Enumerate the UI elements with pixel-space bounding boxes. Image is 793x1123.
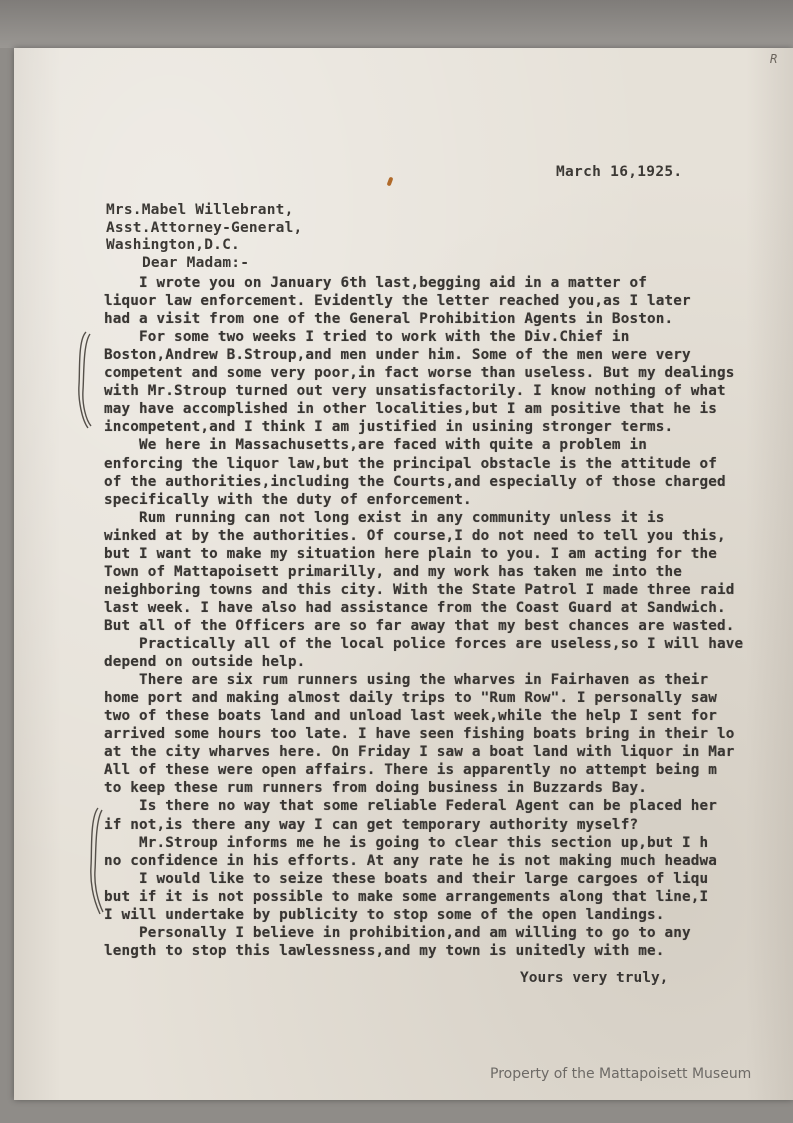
letter-line: no confidence in his efforts. At any rate he is not making much headwa (104, 852, 718, 869)
letter-line: of the authorities,including the Courts,and especially of those charged (104, 473, 726, 490)
letter-line: There are six rum runners using the wharves in Fairhaven as their (104, 672, 709, 689)
letter-line: last week. I have also had assistance from the Coast Guard at Sandwich. (104, 599, 726, 616)
letter-line: had a visit from one of the General Prohibition Agents in Boston. (104, 311, 674, 328)
letter-line: For some two weeks I tried to work with the Div.Chief in (104, 329, 630, 346)
corner-mark: R (770, 52, 778, 66)
margin-bracket-1 (74, 330, 94, 430)
letter-line: Personally I believe in prohibition,and am willing to go to any (104, 924, 691, 941)
closing: Yours very truly, (520, 970, 669, 986)
recipient-title: Asst.Attorney-General, (106, 220, 303, 236)
letter-line: Practically all of the local police forces are useless,so I will have (104, 636, 744, 652)
letter-line: may have accomplished in other localities,but I am positive that he is (104, 401, 718, 418)
letter-line: with Mr.Stroup turned out very unsatisfactorily. I know nothing of what (104, 383, 726, 400)
letter-line: enforcing the liquor law,but the principal obstacle is the attitude of (104, 455, 718, 472)
letter-line: incompetent,and I think I am justified in usining stronger terms. (104, 419, 674, 436)
letter-date: March 16,1925. (556, 164, 683, 180)
recipient-city: Washington,D.C. (106, 237, 240, 253)
letter-line: but if it is not possible to make some arrangements along that line,I (104, 888, 709, 905)
letter-line: arrived some hours too late. I have seen fishing boats bring in their lo (104, 726, 735, 743)
letter-line: length to stop this lawlessness,and my town is unitedly with me. (104, 942, 665, 959)
letter-line: if not,is there any way I can get temporary authority myself? (104, 816, 639, 833)
letter-line: winked at by the authorities. Of course,I do not need to tell you this, (104, 527, 726, 544)
letter-line: All of these were open affairs. There is apparently no attempt being m (104, 762, 718, 779)
scan-top-band (0, 0, 793, 48)
letter-line: I would like to seize these boats and their large cargoes of liqu (104, 870, 709, 887)
letter-line: We here in Massachusetts,are faced with quite a problem in (104, 437, 647, 454)
letter-line: but I want to make my situation here plain to you. I am acting for the (104, 545, 718, 562)
letter-line: home port and making almost daily trips to "Rum Row". I personally saw (104, 690, 718, 707)
letter-line: I will undertake by publicity to stop some of the open landings. (104, 906, 665, 923)
letter-line: specifically with the duty of enforcement. (104, 491, 472, 508)
letter-line: Town of Mattapoisett primarilly, and my work has taken me into the (104, 563, 682, 580)
letter-line: Boston,Andrew B.Stroup,and men under him. Some of the men were very (104, 347, 691, 364)
letter-line: competent and some very poor,in fact worse than useless. But my dealings (104, 365, 735, 382)
letter-line: I wrote you on January 6th last,begging aid in a matter of (104, 275, 647, 291)
museum-watermark: Property of the Mattapoisett Museum (490, 1066, 752, 1082)
letter-line: neighboring towns and this city. With the State Patrol I made three raid (104, 581, 735, 598)
letter-line: depend on outside help. (104, 654, 306, 671)
letter-line: But all of the Officers are so far away that my best chances are wasted. (104, 617, 735, 634)
letter-line: Rum running can not long exist in any community unless it is (104, 509, 665, 526)
recipient-name: Mrs.Mabel Willebrant, (106, 202, 294, 218)
letter-line: two of these boats land and unload last week,while the help I sent for (104, 708, 718, 725)
margin-bracket-2 (86, 806, 106, 916)
letter-line: liquor law enforcement. Evidently the letter reached you,as I later (104, 293, 691, 310)
letter-line: Mr.Stroup informs me he is going to clear this section up,but I h (104, 834, 709, 851)
salutation: Dear Madam:- (142, 255, 250, 271)
letter-line: at the city wharves here. On Friday I saw a boat land with liquor in Mar (104, 744, 735, 761)
letter-line: to keep these rum runners from doing business in Buzzards Bay. (104, 780, 647, 797)
letter-line: Is there no way that some reliable Federal Agent can be placed her (104, 798, 718, 815)
